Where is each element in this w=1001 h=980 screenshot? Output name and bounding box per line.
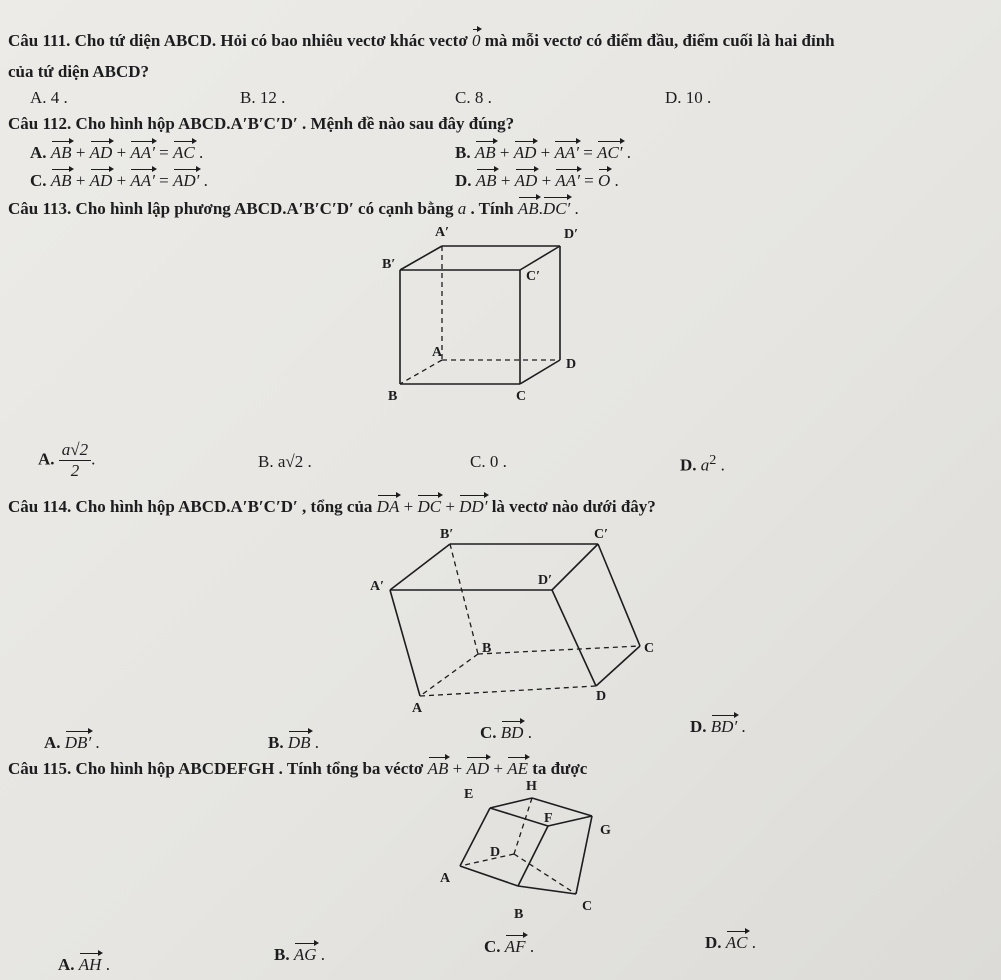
vertex-C1: C′ <box>594 527 609 542</box>
q115-option-d[interactable]: D. AC . <box>705 930 756 953</box>
vertex-B: B <box>388 389 398 404</box>
vertex-C: C <box>516 389 527 404</box>
q115-stem: Câu 115. Cho hình hộp ABCDEFGH . Tính tổng ba véctơ AB + AD + AE ta được <box>8 756 587 779</box>
q112-option-c[interactable]: C. AB + AD + AA′ = AD′ . <box>30 168 208 191</box>
q111-option-d[interactable]: D. 10 . <box>665 88 712 107</box>
q113-option-a[interactable]: A. $\frac{a√2}{2}$ . <box>38 440 96 480</box>
q115-label: Câu 115. <box>8 759 72 778</box>
q113-option-c[interactable]: C. 0 . <box>470 452 507 471</box>
vertex-D1: D′ <box>538 573 553 588</box>
vertex-B: B <box>514 907 524 922</box>
q112-stem: Câu 112. Cho hình hộp ABCD.A′B′C′D′ . Mệnh đề nào sau đây đúng? <box>8 114 515 133</box>
vertex-G: G <box>600 823 611 838</box>
vertex-F: F <box>544 811 553 826</box>
q112-option-d[interactable]: D. AB + AD + AA′ = O . <box>455 168 619 191</box>
vertex-D1: D′ <box>564 227 579 242</box>
q111-option-a[interactable]: A. 4 . <box>30 88 68 107</box>
box-figure-q114 <box>360 528 670 718</box>
vertex-D: D <box>596 689 607 704</box>
box-figure-q115 <box>420 776 630 926</box>
vertex-H: H <box>526 779 537 794</box>
vertex-C: C <box>644 641 655 656</box>
vertex-A: A <box>440 871 451 886</box>
q114-option-b[interactable]: B. DB . <box>268 730 319 753</box>
vertex-A1: A′ <box>370 579 385 594</box>
q113-label: Câu 113. <box>8 199 72 218</box>
vertex-A: A <box>412 701 423 716</box>
vertex-B: B <box>482 641 492 656</box>
vertex-C: C <box>582 899 593 914</box>
q113-option-d[interactable]: D. $a^2$ . <box>680 452 725 475</box>
vertex-D: D <box>566 357 577 372</box>
q111-stem-cont: của tứ diện ABCD? <box>8 62 150 81</box>
q114-label: Câu 114. <box>8 497 72 516</box>
q114-option-c[interactable]: C. BD . <box>480 720 532 743</box>
q112-option-b[interactable]: B. AB + AD + AA′ = AC′ . <box>455 140 631 163</box>
q111-label: Câu 111. <box>8 31 71 50</box>
q112-option-a[interactable]: A. AB + AD + AA′ = AC . <box>30 140 203 163</box>
q114-option-a[interactable]: A. DB′ . <box>44 730 100 753</box>
cube-figure-q113 <box>380 222 600 412</box>
q111-stem: Câu 111. Cho tứ diện ABCD. Hỏi có bao nhiêu vectơ khác vectơ 0 mà mỗi vectơ có điểm đầu, điểm cuối là hai đỉnh <box>8 28 835 51</box>
q115-option-c[interactable]: C. AF . <box>484 934 534 957</box>
q112-label: Câu 112. <box>8 114 72 133</box>
vertex-C1: C′ <box>526 269 541 284</box>
q115-option-a[interactable]: A. AH . <box>58 952 110 975</box>
q113-option-b[interactable]: B. a√2 . <box>258 452 312 471</box>
zero-vector: 0 <box>472 28 481 51</box>
vertex-A1: A′ <box>435 225 450 240</box>
q111-option-c[interactable]: C. 8 . <box>455 88 492 107</box>
vertex-B1: B′ <box>382 257 396 272</box>
q111-option-b[interactable]: B. 12 . <box>240 88 286 107</box>
q113-stem: Câu 113. Cho hình lập phương ABCD.A′B′C′D′ có cạnh bằng a . Tính AB.DC′ . <box>8 196 579 219</box>
q114-option-d[interactable]: D. BD′ . <box>690 714 746 737</box>
vertex-D: D <box>490 845 501 860</box>
q114-stem: Câu 114. Cho hình hộp ABCD.A′B′C′D′ , tổng của DA + DC + DD′ là vectơ nào dưới đây? <box>8 494 656 517</box>
q115-option-b[interactable]: B. AG . <box>274 942 325 965</box>
vertex-B1: B′ <box>440 527 454 542</box>
vertex-E: E <box>464 787 474 802</box>
vertex-A: A <box>432 345 443 360</box>
